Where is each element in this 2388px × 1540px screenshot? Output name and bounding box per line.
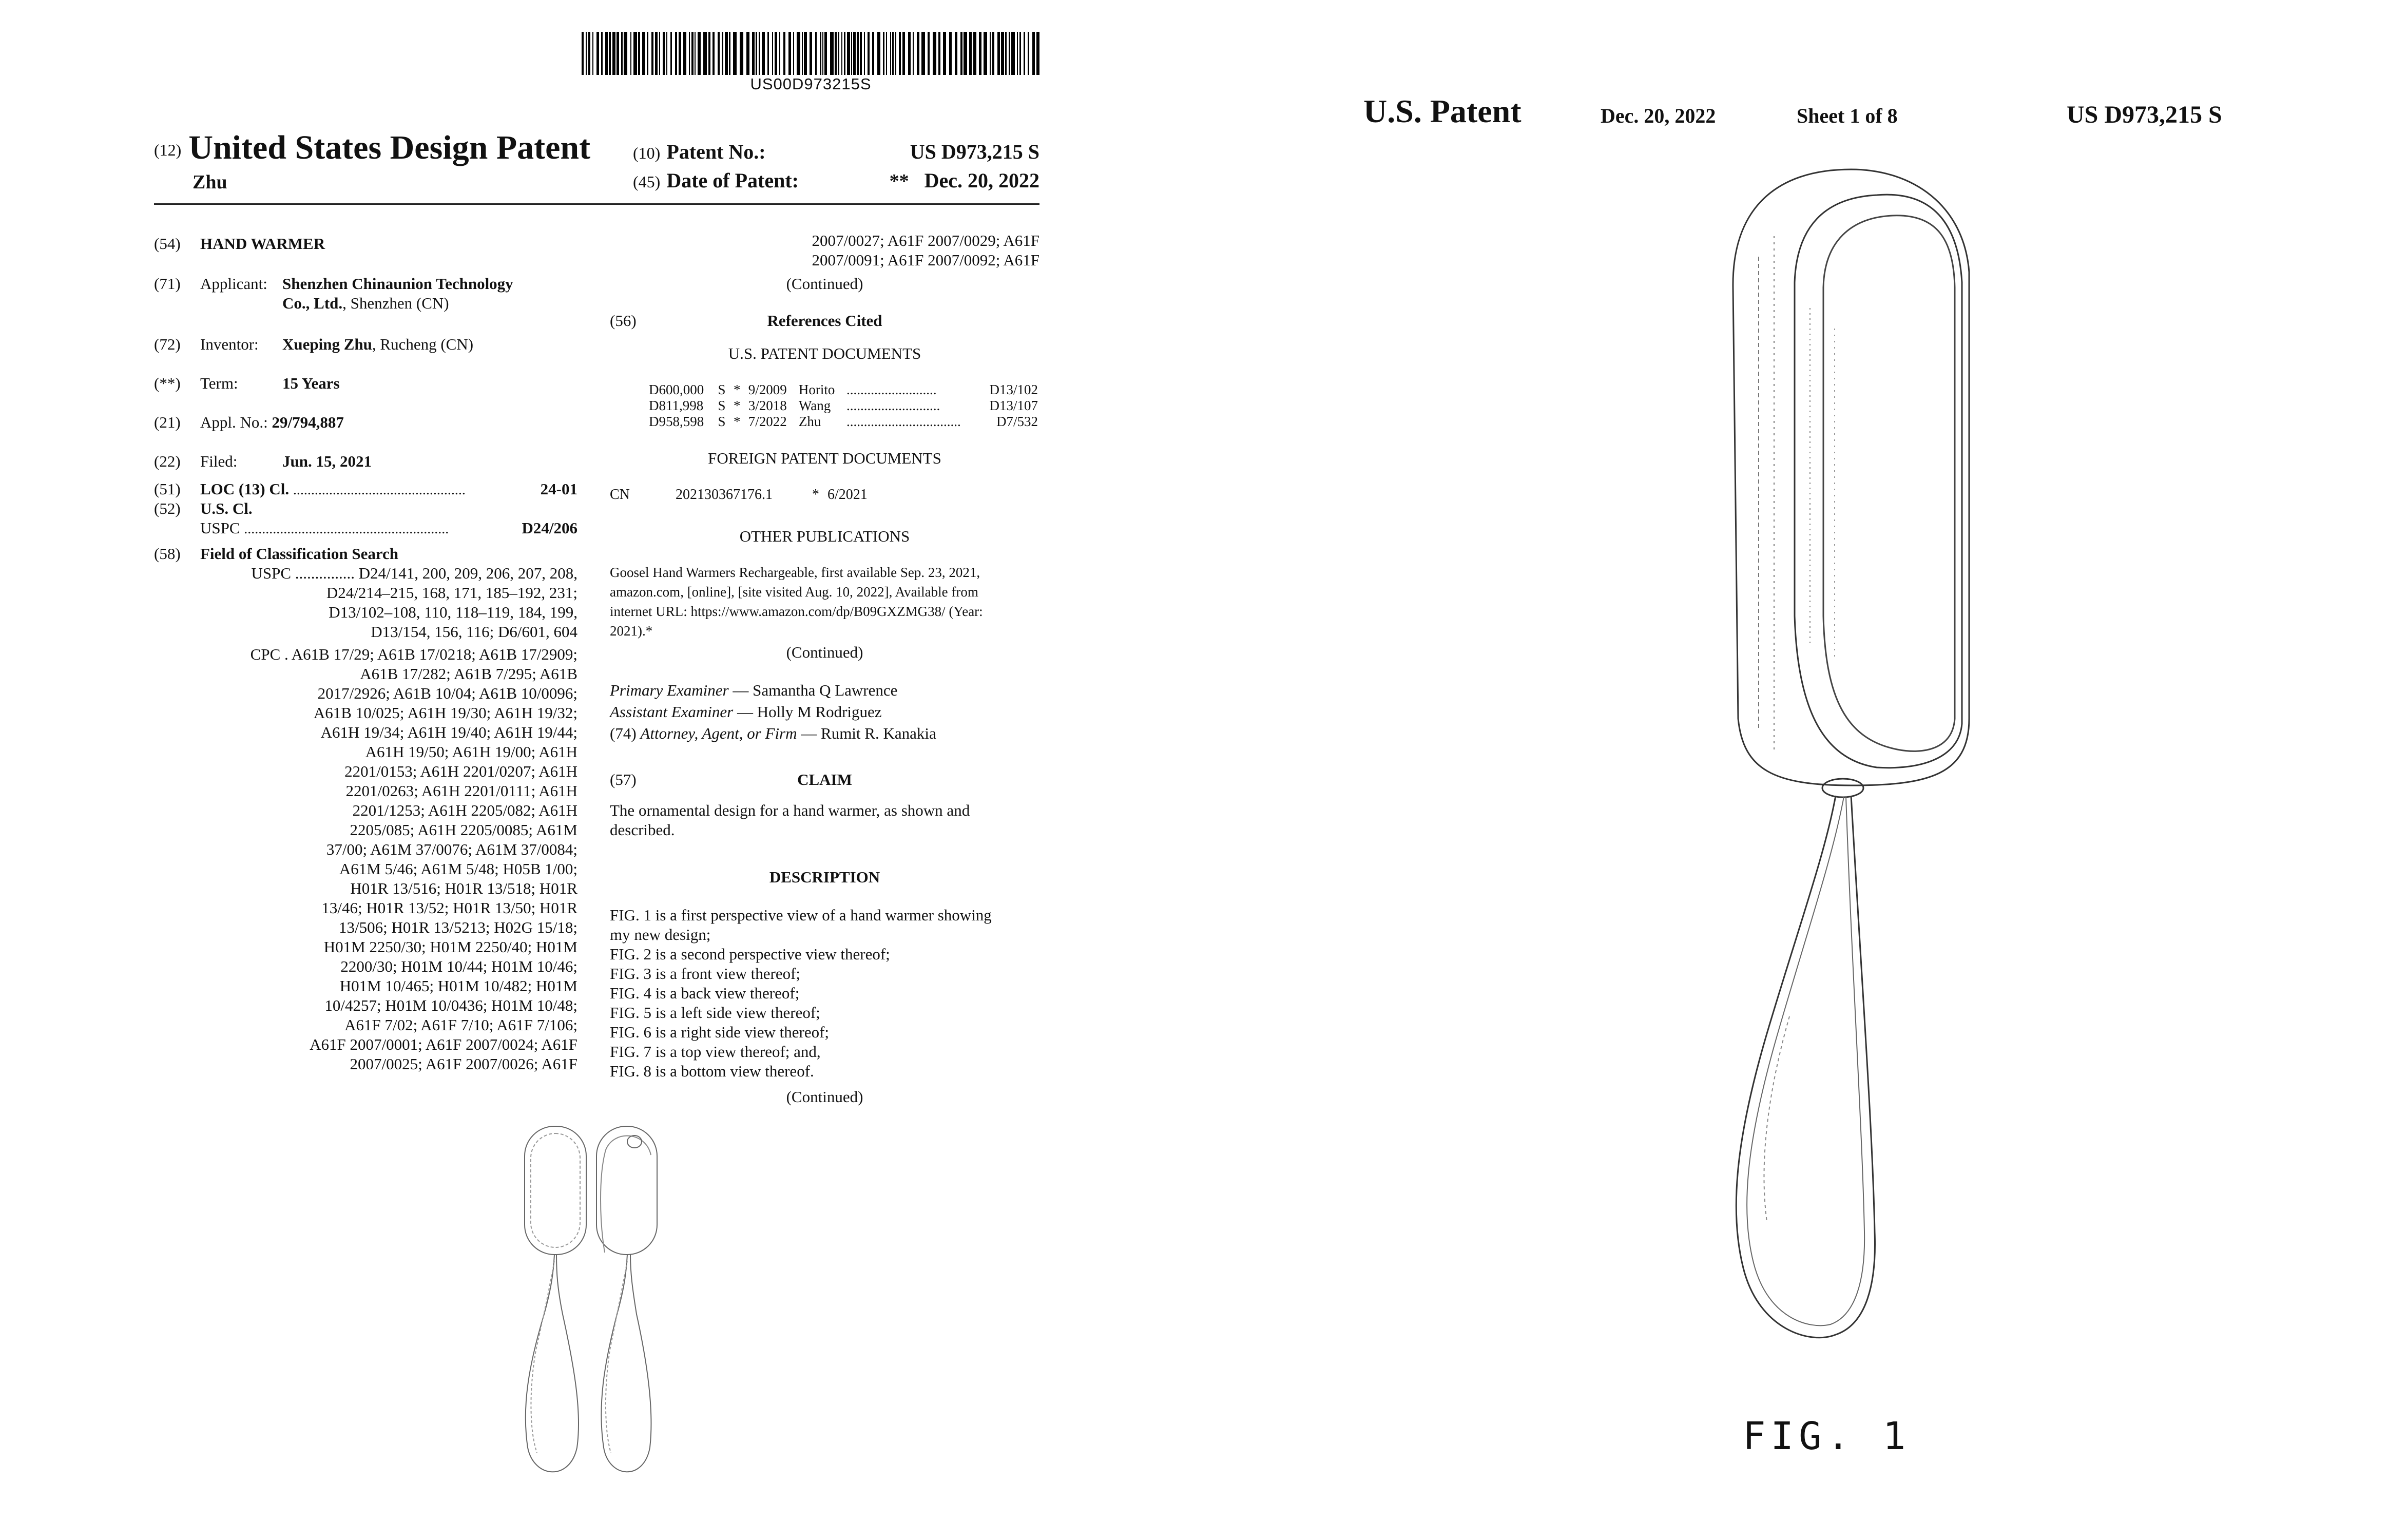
barcode-bar xyxy=(949,32,952,75)
barcode-bar xyxy=(969,32,972,75)
barcode-bar xyxy=(642,32,645,75)
barcode-bar xyxy=(810,32,812,75)
text-line: A61F 2007/0001; A61F 2007/0024; A61F xyxy=(310,1035,577,1053)
text-line: A61B 10/025; A61H 19/30; A61H 19/32; xyxy=(313,704,577,722)
uspc-line xyxy=(200,518,577,539)
field-code: (**) xyxy=(154,374,181,392)
field-search-label: Field of Classification Search xyxy=(200,545,399,563)
text-line: A61H 19/50; A61H 19/00; A61H xyxy=(365,743,577,761)
text-line: D13/102–108, 110, 118–119, 184, 199, xyxy=(329,603,577,621)
barcode-bar xyxy=(902,32,905,75)
foreign-number: 202130367176.1 xyxy=(676,487,773,503)
applicant-field-line2 xyxy=(282,294,449,313)
cpc-continued: (Continued) xyxy=(786,275,863,293)
filed-value: Jun. 15, 2021 xyxy=(282,452,372,470)
text-line: 2021).* xyxy=(610,623,653,639)
assistant-examiner-name: — Holly M Rodriguez xyxy=(733,703,882,721)
uspc-dots: ......................................................... xyxy=(244,521,449,537)
patent-number-row xyxy=(633,140,1039,164)
barcode-bar xyxy=(718,32,720,75)
barcode-bar xyxy=(973,32,976,75)
barcode-bar xyxy=(624,32,627,75)
barcode-bar xyxy=(675,32,677,75)
patent-number-label: Patent No.: xyxy=(666,140,766,163)
barcode-bar xyxy=(633,32,637,75)
barcode-bar xyxy=(1009,32,1010,75)
barcode-bar xyxy=(691,32,694,75)
barcode-bar xyxy=(582,32,584,75)
text-line: 37/00; A61M 37/0076; A61M 37/0084; xyxy=(326,840,577,858)
claim-text xyxy=(610,801,1039,840)
barcode-bar xyxy=(592,32,593,75)
barcode-image xyxy=(582,32,1040,75)
barcode-bar xyxy=(1005,32,1007,75)
barcode-bar xyxy=(841,32,842,75)
patent-number-code: (10) xyxy=(633,144,661,162)
assistant-examiner-label: Assistant Examiner xyxy=(610,703,734,721)
text-line: my new design; xyxy=(610,926,711,944)
barcode-bar xyxy=(892,32,894,75)
reference-dots: ........................... xyxy=(846,398,940,413)
sheet-header-title: U.S. Patent xyxy=(1363,93,1522,129)
barcode-bar xyxy=(1036,32,1039,75)
reference-cls: D7/532 xyxy=(996,414,1038,429)
text-line: 2017/2926; A61B 10/04; A61B 10/0096; xyxy=(317,684,577,702)
uspc-value: D24/206 xyxy=(522,519,577,537)
applicant-location: , Shenzhen (CN) xyxy=(342,294,449,312)
field-code: (58) xyxy=(154,545,181,563)
patent-number-value: US D973,215 S xyxy=(910,140,1039,163)
barcode-bar xyxy=(868,32,870,75)
references-heading xyxy=(610,311,1039,331)
barcode-bar xyxy=(752,32,755,75)
text-line: D13/154, 156, 116; D6/601, 604 xyxy=(371,623,577,641)
text-line: CPC . A61B 17/29; A61B 17/0218; A61B 17/2909; xyxy=(250,645,577,663)
reference-row xyxy=(646,382,1041,398)
text-line: FIG. 5 is a left side view thereof; xyxy=(610,1004,820,1022)
barcode-bar xyxy=(1024,32,1025,75)
text-line: A61B 17/282; A61B 7/295; A61B xyxy=(360,665,577,683)
text-line: H01R 13/516; H01R 13/518; H01R xyxy=(350,879,577,897)
barcode-bar xyxy=(609,32,611,75)
barcode-bar xyxy=(772,32,773,75)
barcode-bar xyxy=(933,32,936,75)
text-line: 2200/30; H01M 10/44; H01M 10/46; xyxy=(340,957,577,975)
reference-name: Zhu xyxy=(798,414,821,429)
date-of-patent-label: Date of Patent: xyxy=(666,169,799,192)
field-code: (52) xyxy=(154,499,181,517)
barcode-bar xyxy=(1032,32,1035,75)
text-line: USPC ............... D24/141, 200, 209, 206, 207, 208, xyxy=(251,564,577,582)
reference-date: 9/2009 xyxy=(748,382,787,397)
inventor-surname: Zhu xyxy=(192,171,227,193)
reference-star: * xyxy=(734,414,741,429)
barcode-bar xyxy=(659,32,660,75)
description-text xyxy=(610,906,1039,1081)
barcode-bar xyxy=(928,32,930,75)
text-line: 2201/0153; A61H 2201/0207; A61H xyxy=(344,762,577,780)
barcode-bar xyxy=(788,32,791,75)
barcode-bar xyxy=(783,32,785,75)
barcode-bar xyxy=(655,32,658,75)
document-title xyxy=(154,128,590,167)
attorney-label: Attorney, Agent, or Firm xyxy=(640,724,797,742)
barcode-bar xyxy=(824,32,827,75)
barcode-bar xyxy=(586,32,587,75)
barcode-bar xyxy=(851,32,852,75)
sheet-patent-number: US D973,215 S xyxy=(2067,101,2222,128)
reference-date: 7/2022 xyxy=(748,414,787,429)
barcode-bar xyxy=(698,32,701,75)
reference-cls: D13/107 xyxy=(989,398,1038,413)
barcode-bar xyxy=(638,32,640,75)
text-line: FIG. 1 is a first perspective view of a hand warmer showing xyxy=(610,906,992,924)
text-line: A61F 7/02; A61F 7/10; A61F 7/106; xyxy=(344,1016,577,1034)
barcode-bar xyxy=(725,32,728,75)
barcode-bar xyxy=(797,32,800,75)
barcode-bar xyxy=(960,32,962,75)
loc-label: LOC (13) Cl. xyxy=(200,480,290,498)
sheet-number: Sheet 1 of 8 xyxy=(1797,104,1898,127)
barcode-bar xyxy=(612,32,615,75)
barcode-bar xyxy=(1019,32,1021,75)
barcode-bar xyxy=(722,32,723,75)
barcode-bar xyxy=(835,32,837,75)
title-field xyxy=(154,234,325,254)
text-line: 2205/085; A61H 2205/0085; A61M xyxy=(350,821,577,839)
barcode-bar xyxy=(689,32,690,75)
text-line: H01M 2250/30; H01M 2250/40; H01M xyxy=(323,938,577,956)
text-line: FIG. 6 is a right side view thereof; xyxy=(610,1023,830,1041)
sheet-header-date: Dec. 20, 2022 xyxy=(1601,104,1716,127)
barcode-bar xyxy=(1028,32,1029,75)
foreign-documents-heading: FOREIGN PATENT DOCUMENTS xyxy=(708,449,941,467)
barcode-bar xyxy=(617,32,619,75)
text-line: 2201/1253; A61H 2205/082; A61H xyxy=(352,801,577,819)
date-of-patent-code: (45) xyxy=(633,172,661,191)
loc-value: 24-01 xyxy=(540,480,577,498)
term-label: Term: xyxy=(200,374,238,392)
field-code: (71) xyxy=(154,275,181,293)
us-cl-field xyxy=(154,499,253,518)
loc-field xyxy=(154,479,577,500)
claim-heading xyxy=(610,770,1039,790)
barcode-bar xyxy=(860,32,862,75)
barcode-bar xyxy=(838,32,839,75)
barcode-bar xyxy=(651,32,653,75)
applicant-field xyxy=(154,274,513,294)
references-title: References Cited xyxy=(767,312,882,330)
barcode-bar xyxy=(588,32,590,75)
barcode-bar xyxy=(679,32,681,75)
uspc-label: USPC xyxy=(200,519,240,537)
term-value: 15 Years xyxy=(282,374,340,392)
barcode-bar xyxy=(605,32,608,75)
barcode-bar xyxy=(621,32,623,75)
date-of-patent-row xyxy=(633,168,1039,192)
barcode-bar xyxy=(712,32,715,75)
text-line: FIG. 3 is a front view thereof; xyxy=(610,965,801,983)
reference-kind: S xyxy=(718,414,726,429)
reference-no: D958,598 xyxy=(649,414,704,429)
barcode-bar xyxy=(895,32,896,75)
barcode-bar xyxy=(979,32,981,75)
barcode-bar xyxy=(990,32,991,75)
barcode-bar xyxy=(630,32,631,75)
reference-row xyxy=(646,398,1041,414)
reference-name: Wang xyxy=(798,398,831,413)
barcode-bar xyxy=(793,32,794,75)
barcode-bar xyxy=(601,32,603,75)
foreign-country: CN xyxy=(610,487,630,503)
other-publications-heading: OTHER PUBLICATIONS xyxy=(739,527,910,545)
text-line: Goosel Hand Warmers Rechargeable, first available Sep. 23, 2021, xyxy=(610,565,980,580)
text-line: The ornamental design for a hand warmer, as shown and xyxy=(610,801,970,819)
barcode-bar xyxy=(822,32,823,75)
text-line: 2201/0263; A61H 2201/0111; A61H xyxy=(345,782,577,800)
barcode-bar xyxy=(830,32,834,75)
term-field xyxy=(154,374,340,393)
text-line: 10/4257; H01M 10/0436; H01M 10/48; xyxy=(324,996,577,1014)
barcode-bar xyxy=(733,32,737,75)
barcode-bar xyxy=(938,32,940,75)
attorney-name: — Rumit R. Kanakia xyxy=(797,724,936,742)
reference-date: 3/2018 xyxy=(748,398,787,413)
reference-star: * xyxy=(734,398,741,413)
barcode-bar xyxy=(847,32,850,75)
barcode-bar xyxy=(759,32,760,75)
barcode-bar xyxy=(1001,32,1004,75)
barcode-bar xyxy=(883,32,884,75)
barcode-bar xyxy=(1017,32,1018,75)
reference-dots: .......................... xyxy=(846,382,937,397)
barcode-bar xyxy=(666,32,667,75)
barcode-bar xyxy=(695,32,696,75)
barcode-bar xyxy=(997,32,1000,75)
reference-dots: ................................. xyxy=(846,414,961,429)
barcode-bar xyxy=(943,32,946,75)
text-line: 2007/0091; A61F 2007/0092; A61F xyxy=(812,251,1039,269)
figure-label: FIG. 1 xyxy=(1743,1414,1911,1458)
barcode-bar xyxy=(670,32,672,75)
barcode-bar xyxy=(853,32,856,75)
doc-kind: United States Design Patent xyxy=(188,129,591,166)
barcode-bar xyxy=(779,32,780,75)
text-line: amazon.com, [online], [site visited Aug. 10, 2022], Available from xyxy=(610,584,978,600)
text-line: 13/46; H01R 13/52; H01R 13/50; H01R xyxy=(321,899,577,917)
reference-star: * xyxy=(734,382,741,397)
barcode-bar xyxy=(886,32,887,75)
field-code: (74) xyxy=(610,724,637,742)
barcode-bar xyxy=(647,32,648,75)
inventor-location: , Rucheng (CN) xyxy=(372,335,474,353)
text-line: D24/214–215, 168, 171, 185–192, 231; xyxy=(326,584,577,602)
barcode-bar xyxy=(890,32,891,75)
filed-label: Filed: xyxy=(200,452,238,470)
barcode-bar xyxy=(767,32,769,75)
filed-field xyxy=(154,452,372,471)
reference-kind: S xyxy=(718,398,726,413)
description-continued: (Continued) xyxy=(786,1088,863,1106)
barcode-bar xyxy=(703,32,707,75)
appl-no-label: Appl. No.: xyxy=(200,413,268,431)
text-line: FIG. 7 is a top view thereof; and, xyxy=(610,1043,821,1061)
reference-row xyxy=(646,414,1041,430)
reference-kind: S xyxy=(718,382,726,397)
barcode-bar xyxy=(921,32,925,75)
uspc-classification-list xyxy=(200,564,577,642)
other-continued: (Continued) xyxy=(786,643,863,661)
appl-no-field xyxy=(154,413,344,432)
inventor-name: Xueping Zhu xyxy=(282,335,372,353)
barcode-bar xyxy=(708,32,710,75)
applicant-name-line2: Co., Ltd. xyxy=(282,294,343,312)
field-code: (21) xyxy=(154,413,181,431)
barcode-bar xyxy=(908,32,911,75)
other-publications-text xyxy=(610,563,1039,641)
barcode-bar xyxy=(746,32,749,75)
field-code: (57) xyxy=(610,771,637,788)
foreign-star: * xyxy=(812,487,819,503)
inventor-label: Inventor: xyxy=(200,335,259,353)
text-line: A61H 19/34; A61H 19/40; A61H 19/44; xyxy=(320,723,577,741)
field-code: (54) xyxy=(154,235,181,253)
primary-examiner-label: Primary Examiner xyxy=(610,681,729,699)
barcode-bar xyxy=(917,32,919,75)
text-line: 13/506; H01R 13/5213; H02G 15/18; xyxy=(338,918,577,936)
date-of-patent-value: Dec. 20, 2022 xyxy=(924,169,1039,192)
reference-name: Horito xyxy=(798,382,835,397)
barcode-bar xyxy=(815,32,817,75)
us-cl-label: U.S. Cl. xyxy=(200,499,253,517)
field-code: (22) xyxy=(154,452,181,470)
reference-cls: D13/102 xyxy=(989,382,1038,397)
hand-warmer-thumbnail-drawing xyxy=(513,1119,667,1489)
applicant-name: Shenzhen Chinaunion Technology xyxy=(282,275,513,293)
barcode-bar xyxy=(857,32,859,75)
barcode-bar xyxy=(804,32,807,75)
barcode-bar xyxy=(872,32,874,75)
barcode-bar xyxy=(802,32,803,75)
primary-examiner-name: — Samantha Q Lawrence xyxy=(728,681,898,699)
barcode-bar xyxy=(913,32,914,75)
barcode-bar xyxy=(756,32,757,75)
us-documents-heading: U.S. PATENT DOCUMENTS xyxy=(728,344,921,362)
barcode-bar xyxy=(775,32,777,75)
foreign-reference-row xyxy=(610,487,868,503)
text-line: A61M 5/46; A61M 5/48; H05B 1/00; xyxy=(339,860,577,878)
field-code: (72) xyxy=(154,335,181,353)
doc-kind-number: (12) xyxy=(154,141,182,159)
text-line: FIG. 8 is a bottom view thereof. xyxy=(610,1062,814,1080)
barcode-bar xyxy=(740,32,743,75)
description-title: DESCRIPTION xyxy=(769,868,880,886)
reference-no: D600,000 xyxy=(649,382,704,397)
barcode-bar xyxy=(683,32,686,75)
barcode-bar xyxy=(762,32,765,75)
barcode-bar xyxy=(955,32,957,75)
assistant-examiner xyxy=(610,702,1039,722)
barcode-bar xyxy=(663,32,665,75)
cpc-continuation-list xyxy=(610,231,1039,270)
inventor-field xyxy=(154,335,473,354)
cpc-classification-list xyxy=(200,645,577,1074)
barcode-bar xyxy=(864,32,865,75)
text-line: described. xyxy=(610,821,675,839)
barcode-bar xyxy=(1011,32,1015,75)
barcode-bar xyxy=(596,32,599,75)
barcode-bar xyxy=(820,32,821,75)
barcode-bar xyxy=(964,32,967,75)
field-code: (51) xyxy=(154,480,181,498)
barcode-bar xyxy=(984,32,987,75)
appl-no-value: 29/794,887 xyxy=(272,413,344,431)
text-line: 2007/0027; A61F 2007/0029; A61F xyxy=(812,232,1039,249)
field-search-field xyxy=(154,544,398,564)
primary-examiner xyxy=(610,681,1039,700)
barcode-bar xyxy=(729,32,730,75)
reference-no: D811,998 xyxy=(649,398,704,413)
attorney xyxy=(610,724,1039,743)
header-divider xyxy=(154,203,1039,205)
text-line: internet URL: https://www.amazon.com/dp/B09GXZMG38/ (Year: xyxy=(610,604,983,619)
applicant-label: Applicant: xyxy=(200,275,267,293)
text-line: H01M 10/465; H01M 10/482; H01M xyxy=(339,977,577,995)
barcode-bar xyxy=(992,32,994,75)
barcode-number: US00D973215S xyxy=(750,75,872,93)
title-value: HAND WARMER xyxy=(200,235,325,253)
text-line: FIG. 4 is a back view thereof; xyxy=(610,984,800,1002)
barcode-bar xyxy=(899,32,901,75)
hand-warmer-fig1-drawing xyxy=(1671,154,2031,1396)
text-line: 2007/0025; A61F 2007/0026; A61F xyxy=(350,1055,577,1073)
loc-dots: ................................................ xyxy=(293,482,466,498)
drawing-sheet xyxy=(1194,0,2388,1540)
text-line: FIG. 2 is a second perspective view thereof; xyxy=(610,945,890,963)
barcode-bar xyxy=(877,32,880,75)
barcode-bar xyxy=(844,32,845,75)
foreign-date: 6/2021 xyxy=(827,487,868,503)
us-references-table xyxy=(646,382,1041,430)
field-code: (56) xyxy=(610,312,637,330)
term-extension-mark: ** xyxy=(889,170,909,192)
claim-title: CLAIM xyxy=(797,771,852,788)
